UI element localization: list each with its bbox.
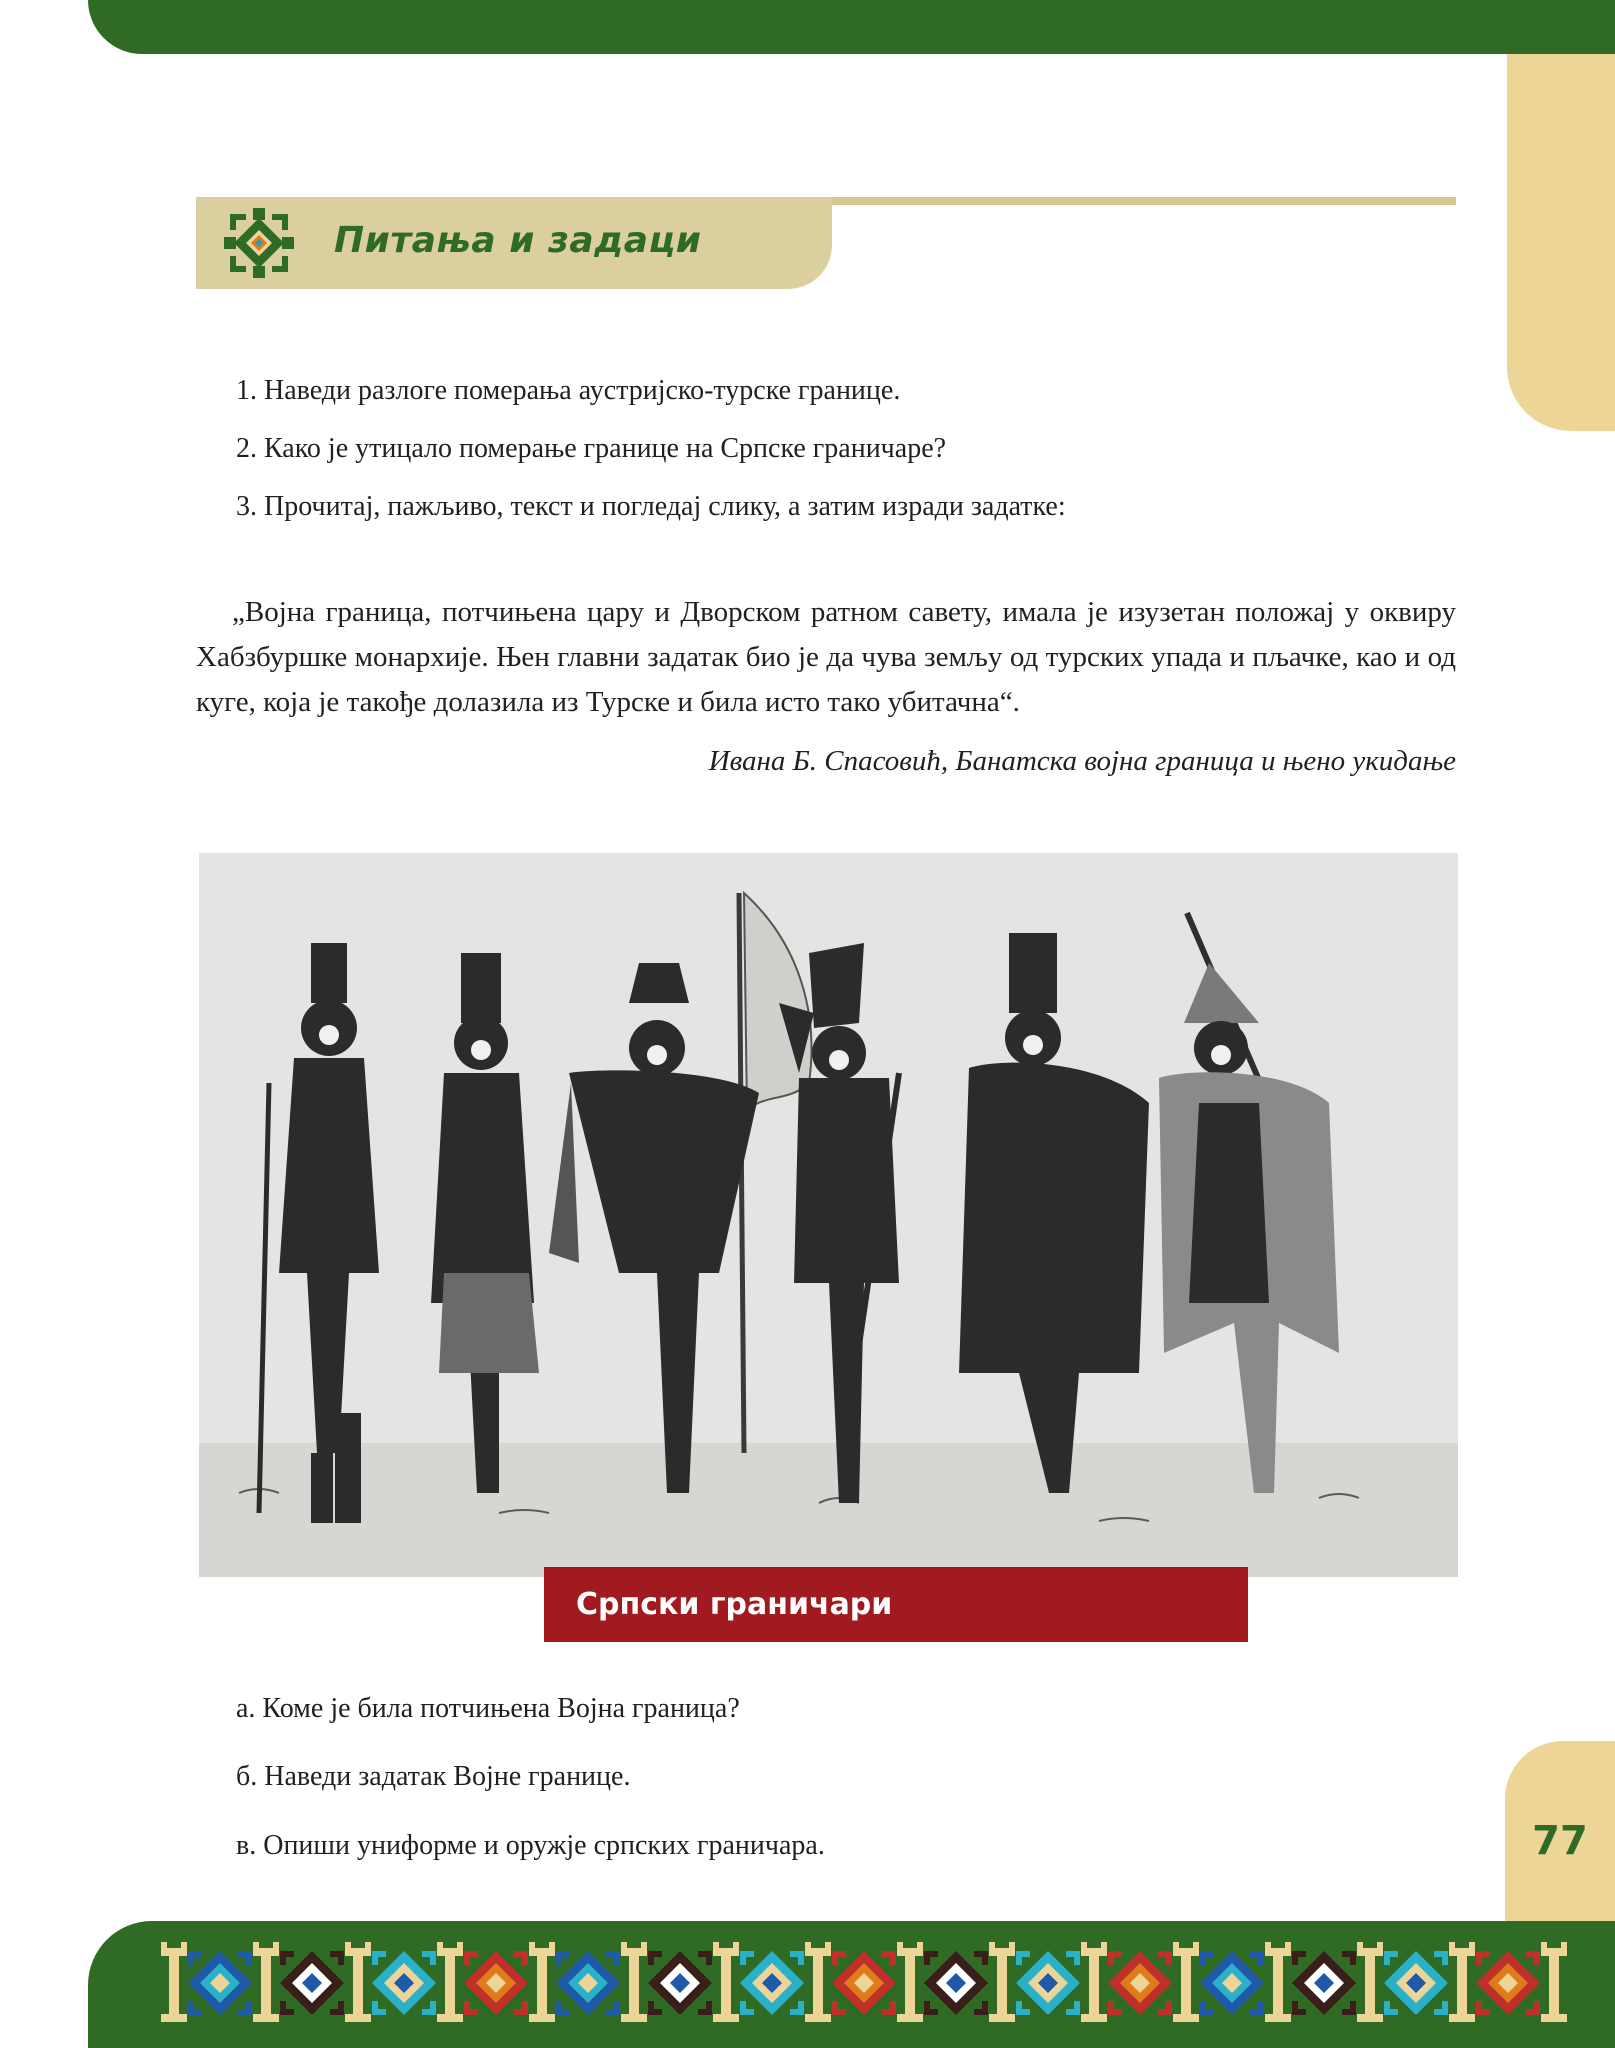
question-2: 2. Како је утицало померање границе на Српске граничаре?: [236, 433, 947, 464]
question-3: 3. Прочитај, пажљиво, текст и погледај слику, а затим изради задатке:: [236, 491, 1066, 522]
subtask-a: а. Коме је била потчињена Војна граница?: [236, 1693, 740, 1724]
section-title: Питања и задаци: [334, 220, 702, 261]
source-quote-text: „Војна граница, потчињена цару и Дворском ратном савету, имала је изузетан положај у оквиру Хабзбуршке монархије. Њен главни задатак био је да чува земљу од турских упада и пљачке, као и од куге, која је такође долазила из Турске и била исто тако убитачна“.: [196, 596, 1456, 718]
source-quote: [196, 590, 1456, 725]
page-number: 77: [1532, 1818, 1588, 1864]
question-1: 1. Наведи разлоге померања аустријско-турске границе.: [236, 375, 901, 406]
top-green-bar: [88, 0, 1615, 54]
folk-ornament-icon: [220, 204, 298, 282]
quote-citation: Ивана Б. Спасовић, Банатска војна граница и њено укидање: [708, 745, 1456, 777]
chapter-side-tab: [1507, 54, 1615, 431]
header-rule: [830, 197, 1456, 205]
folk-ornament-border: [150, 1938, 1590, 2028]
subtask-b: б. Наведи задатак Војне границе.: [236, 1761, 631, 1792]
subtask-c: в. Опиши униформе и оружје српских граничара.: [236, 1830, 825, 1861]
serbian-border-guards-illustration: [199, 853, 1458, 1577]
figure-caption: Српски граничари: [544, 1567, 1248, 1642]
